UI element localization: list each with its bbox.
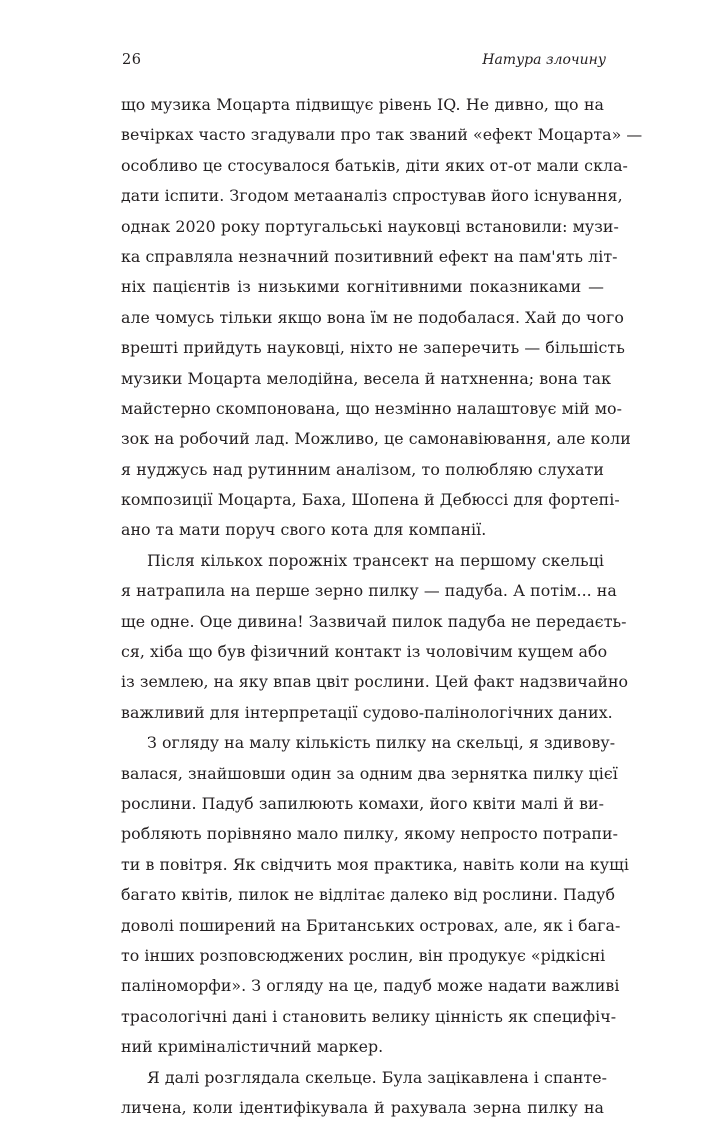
text-line: майстерно скомпонована, що незмінно налаштовує мій мо- <box>121 398 622 418</box>
text-line: ний криміналістичний маркер. <box>121 1037 384 1057</box>
text-line: ти в повітря. Як свідчить моя практика, навіть коли на кущі <box>121 854 629 874</box>
text-line: врешті прийдуть науковці, ніхто не заперечить — більшість <box>121 338 625 358</box>
text-line: я натрапила на перше зерно пилку — падуба. А потім... на <box>121 581 617 601</box>
text-line: Після кількох порожніх трансект на першому скельці <box>147 550 604 570</box>
text-line: паліноморфи». З огляду на це, падуб може надати важливі <box>121 976 620 996</box>
text-line: композиції Моцарта, Баха, Шопена й Дебюссі для фортепі- <box>121 490 620 510</box>
text-line: важливий для інтерпретації судово-палінологічних даних. <box>121 702 613 722</box>
text-line: робляють порівняно мало пилку, якому непросто потрапи- <box>121 824 618 844</box>
text-line: ще одне. Оце дивина! Зазвичай пилок падуба не передаєть- <box>121 611 627 631</box>
text-line: личена, коли ідентифікувала й рахувала зерна пилку на <box>121 1097 604 1117</box>
text-line: однак 2020 року португальські науковці встановили: музи- <box>121 216 619 236</box>
text-line: ся, хіба що був фізичний контакт із чоловічим кущем або <box>121 642 608 662</box>
text-line: ніх пацієнтів із низькими когнітивними показниками — <box>121 277 604 297</box>
text-line: я нуджусь над рутинним аналізом, то полюбляю слухати <box>121 459 604 479</box>
text-line: то інших розповсюджених рослин, він продукує «рідкісні <box>121 945 606 965</box>
running-title: Натура злочину <box>482 52 606 68</box>
text-line: Я далі розглядала скельце. Була зацікавлена і спанте- <box>147 1067 608 1087</box>
text-line: музики Моцарта мелодійна, весела й натхненна; вона так <box>121 368 612 388</box>
text-line: ано та мати поруч свого кота для компанії. <box>121 520 487 540</box>
text-line: що музика Моцарта підвищує рівень IQ. Не дивно, що на <box>121 95 604 114</box>
page-number: 26 <box>122 52 142 68</box>
text-line: дати іспити. Згодом метааналіз спростував його існування, <box>121 186 623 206</box>
text-line: трасологічні дані і становить велику цінність як специфіч- <box>121 1006 617 1026</box>
text-line: особливо це стосувалося батьків, діти яких от-от мали скла- <box>121 155 628 175</box>
text-line: ка справляла незначний позитивний ефект на пам'ять літ- <box>121 246 618 266</box>
body-text <box>121 90 643 1123</box>
text-line: валася, знайшовши один за одним два зернятка пилку цієї <box>121 763 618 783</box>
text-line: вечірках часто згадували про так званий «ефект Моцарта» — <box>121 125 643 145</box>
text-line: доволі поширений на Британських островах, але, як і бага- <box>121 915 621 935</box>
text-line: багато квітів, пилок не відлітає далеко від рослини. Падуб <box>121 885 616 905</box>
text-line: але чомусь тільки якщо вона їм не подобалася. Хай до чого <box>121 307 624 327</box>
text-line: З огляду на малу кількість пилку на скельці, я здивову- <box>147 733 616 753</box>
text-line: зок на робочий лад. Можливо, це самонавіювання, але коли <box>121 429 631 449</box>
text-line: із землею, на яку впав цвіт рослини. Цей факт надзвичайно <box>121 672 629 692</box>
text-line: рослини. Падуб запилюють комахи, його квіти малі й ви- <box>121 793 604 813</box>
